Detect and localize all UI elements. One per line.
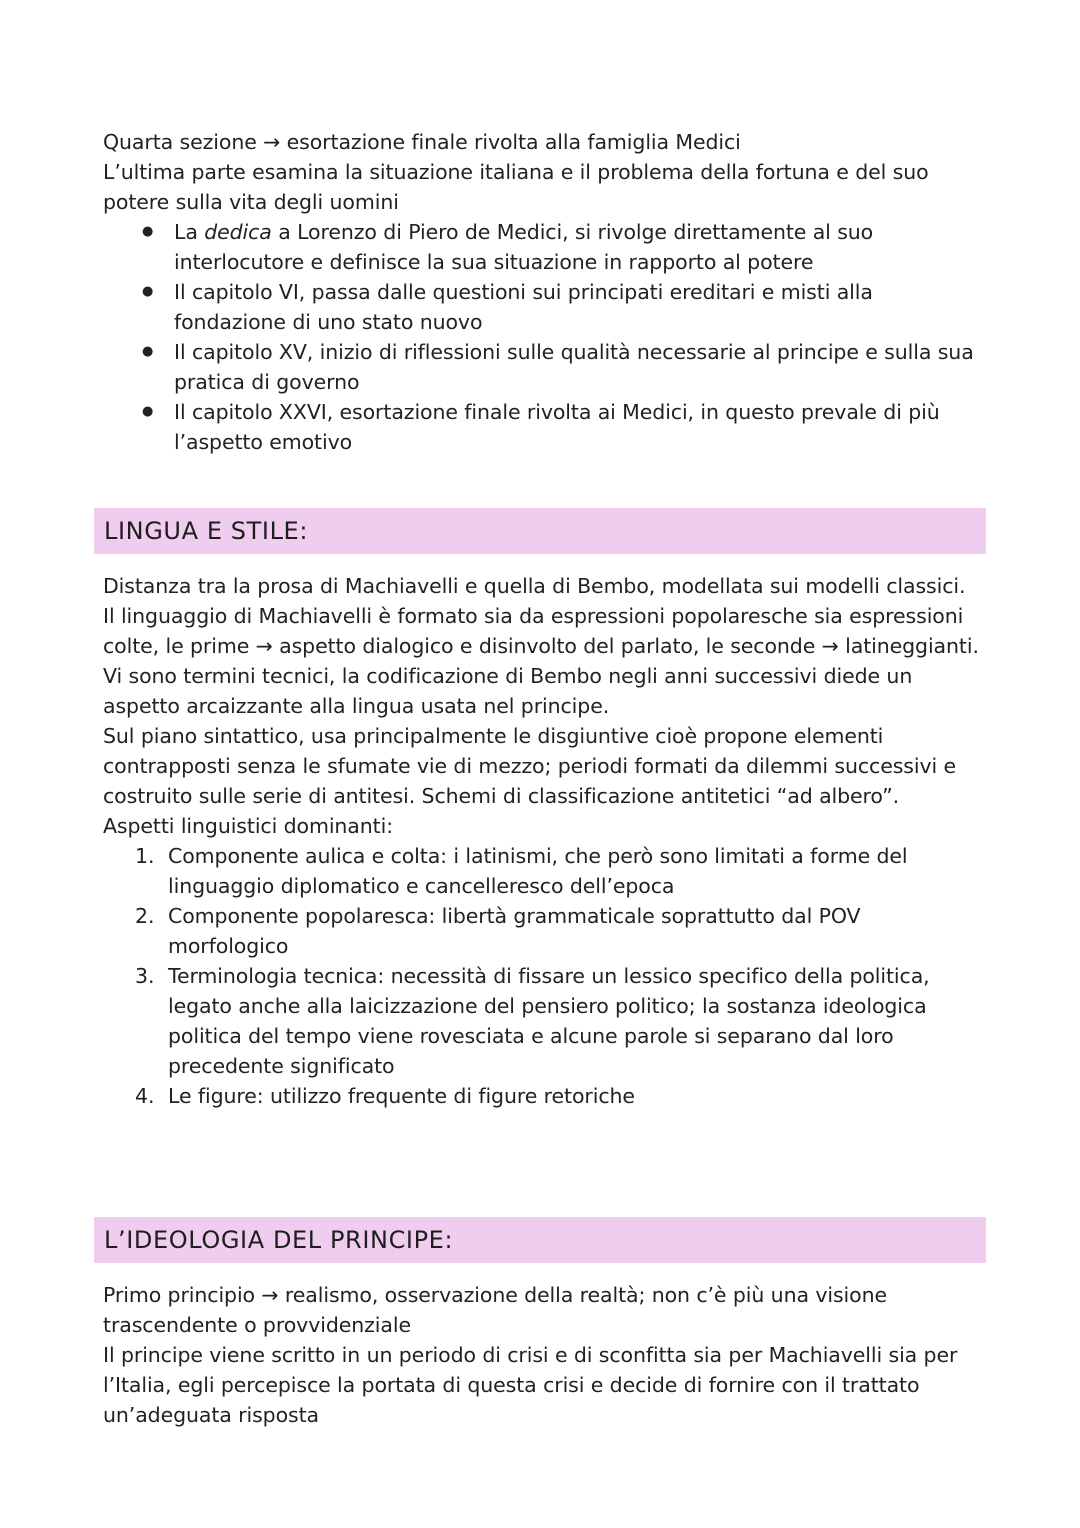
list-number: 3. (135, 964, 155, 988)
section-heading-ideologia-del-principe (94, 1217, 986, 1263)
italic-word: dedica (204, 220, 272, 244)
paragraph: Il principe viene scritto in un periodo di crisi e di sconfitta sia per Machiavelli sia per l’Italia, egli percepisce la portata di questa crisi e decide di fornire con il trattato un’adeguata risposta (103, 1343, 958, 1427)
paragraph: Aspetti linguistici dominanti: (103, 814, 394, 838)
list-item: 4. Le figure: utilizzo frequente di figure retoriche (103, 1081, 983, 1111)
list-item: 3. Terminologia tecnica: necessità di fissare un lessico specifico della politica, legato anche alla laicizzazione del pensiero politico; la sostanza ideologica politica del tempo viene rovesciata e alcune parole si separano dal loro precedente significato (103, 961, 983, 1081)
list-item: ● Il capitolo XV, inizio di riflessioni sulle qualità necessarie al principe e sulla sua pratica di governo (103, 337, 983, 397)
list-item: 2. Componente popolaresca: libertà grammaticale soprattutto dal POV morfologico (103, 901, 983, 961)
list-item: 1. Componente aulica e colta: i latinismi, che però sono limitati a forme del linguaggio diplomatico e cancelleresco dell’epoca (103, 841, 983, 901)
list-number: 4. (135, 1084, 155, 1108)
paragraph: Il linguaggio di Machiavelli è formato sia da espressioni popolaresche sia espressioni colte, le prime → aspetto dialogico e disinvolto del parlato, le seconde → latineggianti. (103, 604, 979, 658)
section-heading-lingua-e-stile (94, 508, 986, 554)
numbered-list (103, 841, 983, 1111)
paragraph: Quarta sezione → esortazione finale rivolta alla famiglia Medici (103, 130, 741, 154)
paragraph: Vi sono termini tecnici, la codificazione di Bembo negli anni successivi diede un aspetto arcaizzante alla lingua usata nel principe. (103, 664, 913, 718)
bullet-list (103, 217, 983, 457)
paragraph: Primo principio → realismo, osservazione della realtà; non c’è più una visione trascendente o provvidenziale (103, 1283, 887, 1337)
paragraph: L’ultima parte esamina la situazione italiana e il problema della fortuna e del suo potere sulla vita degli uomini (103, 160, 929, 214)
section-ideologia (103, 1280, 983, 1430)
paragraph: Sul piano sintattico, usa principalmente le disgiuntive cioè propone elementi contrapposti senza le sfumate vie di mezzo; periodi formati da dilemmi successivi e costruito sulle serie di antitesi. Schemi di classificazione antitetici “ad albero”. (103, 724, 957, 808)
list-item: ● Il capitolo XXVI, esortazione finale rivolta ai Medici, in questo prevale di più l’aspetto emotivo (103, 397, 983, 457)
heading-text: LINGUA E STILE: (104, 517, 308, 545)
list-number: 1. (135, 844, 155, 868)
section-quarta-sezione (103, 127, 983, 457)
paragraph: Distanza tra la prosa di Machiavelli e quella di Bembo, modellata sui modelli classici. (103, 574, 966, 598)
list-number: 2. (135, 904, 155, 928)
list-item: ● La dedica a Lorenzo di Piero de Medici, si rivolge direttamente al suo interlocutore e definisce la sua situazione in rapporto al potere (103, 217, 983, 277)
section-lingua-e-stile (103, 571, 983, 1111)
list-item: ● Il capitolo VI, passa dalle questioni sui principati ereditari e misti alla fondazione di uno stato nuovo (103, 277, 983, 337)
heading-text: L’IDEOLOGIA DEL PRINCIPE: (104, 1226, 454, 1254)
